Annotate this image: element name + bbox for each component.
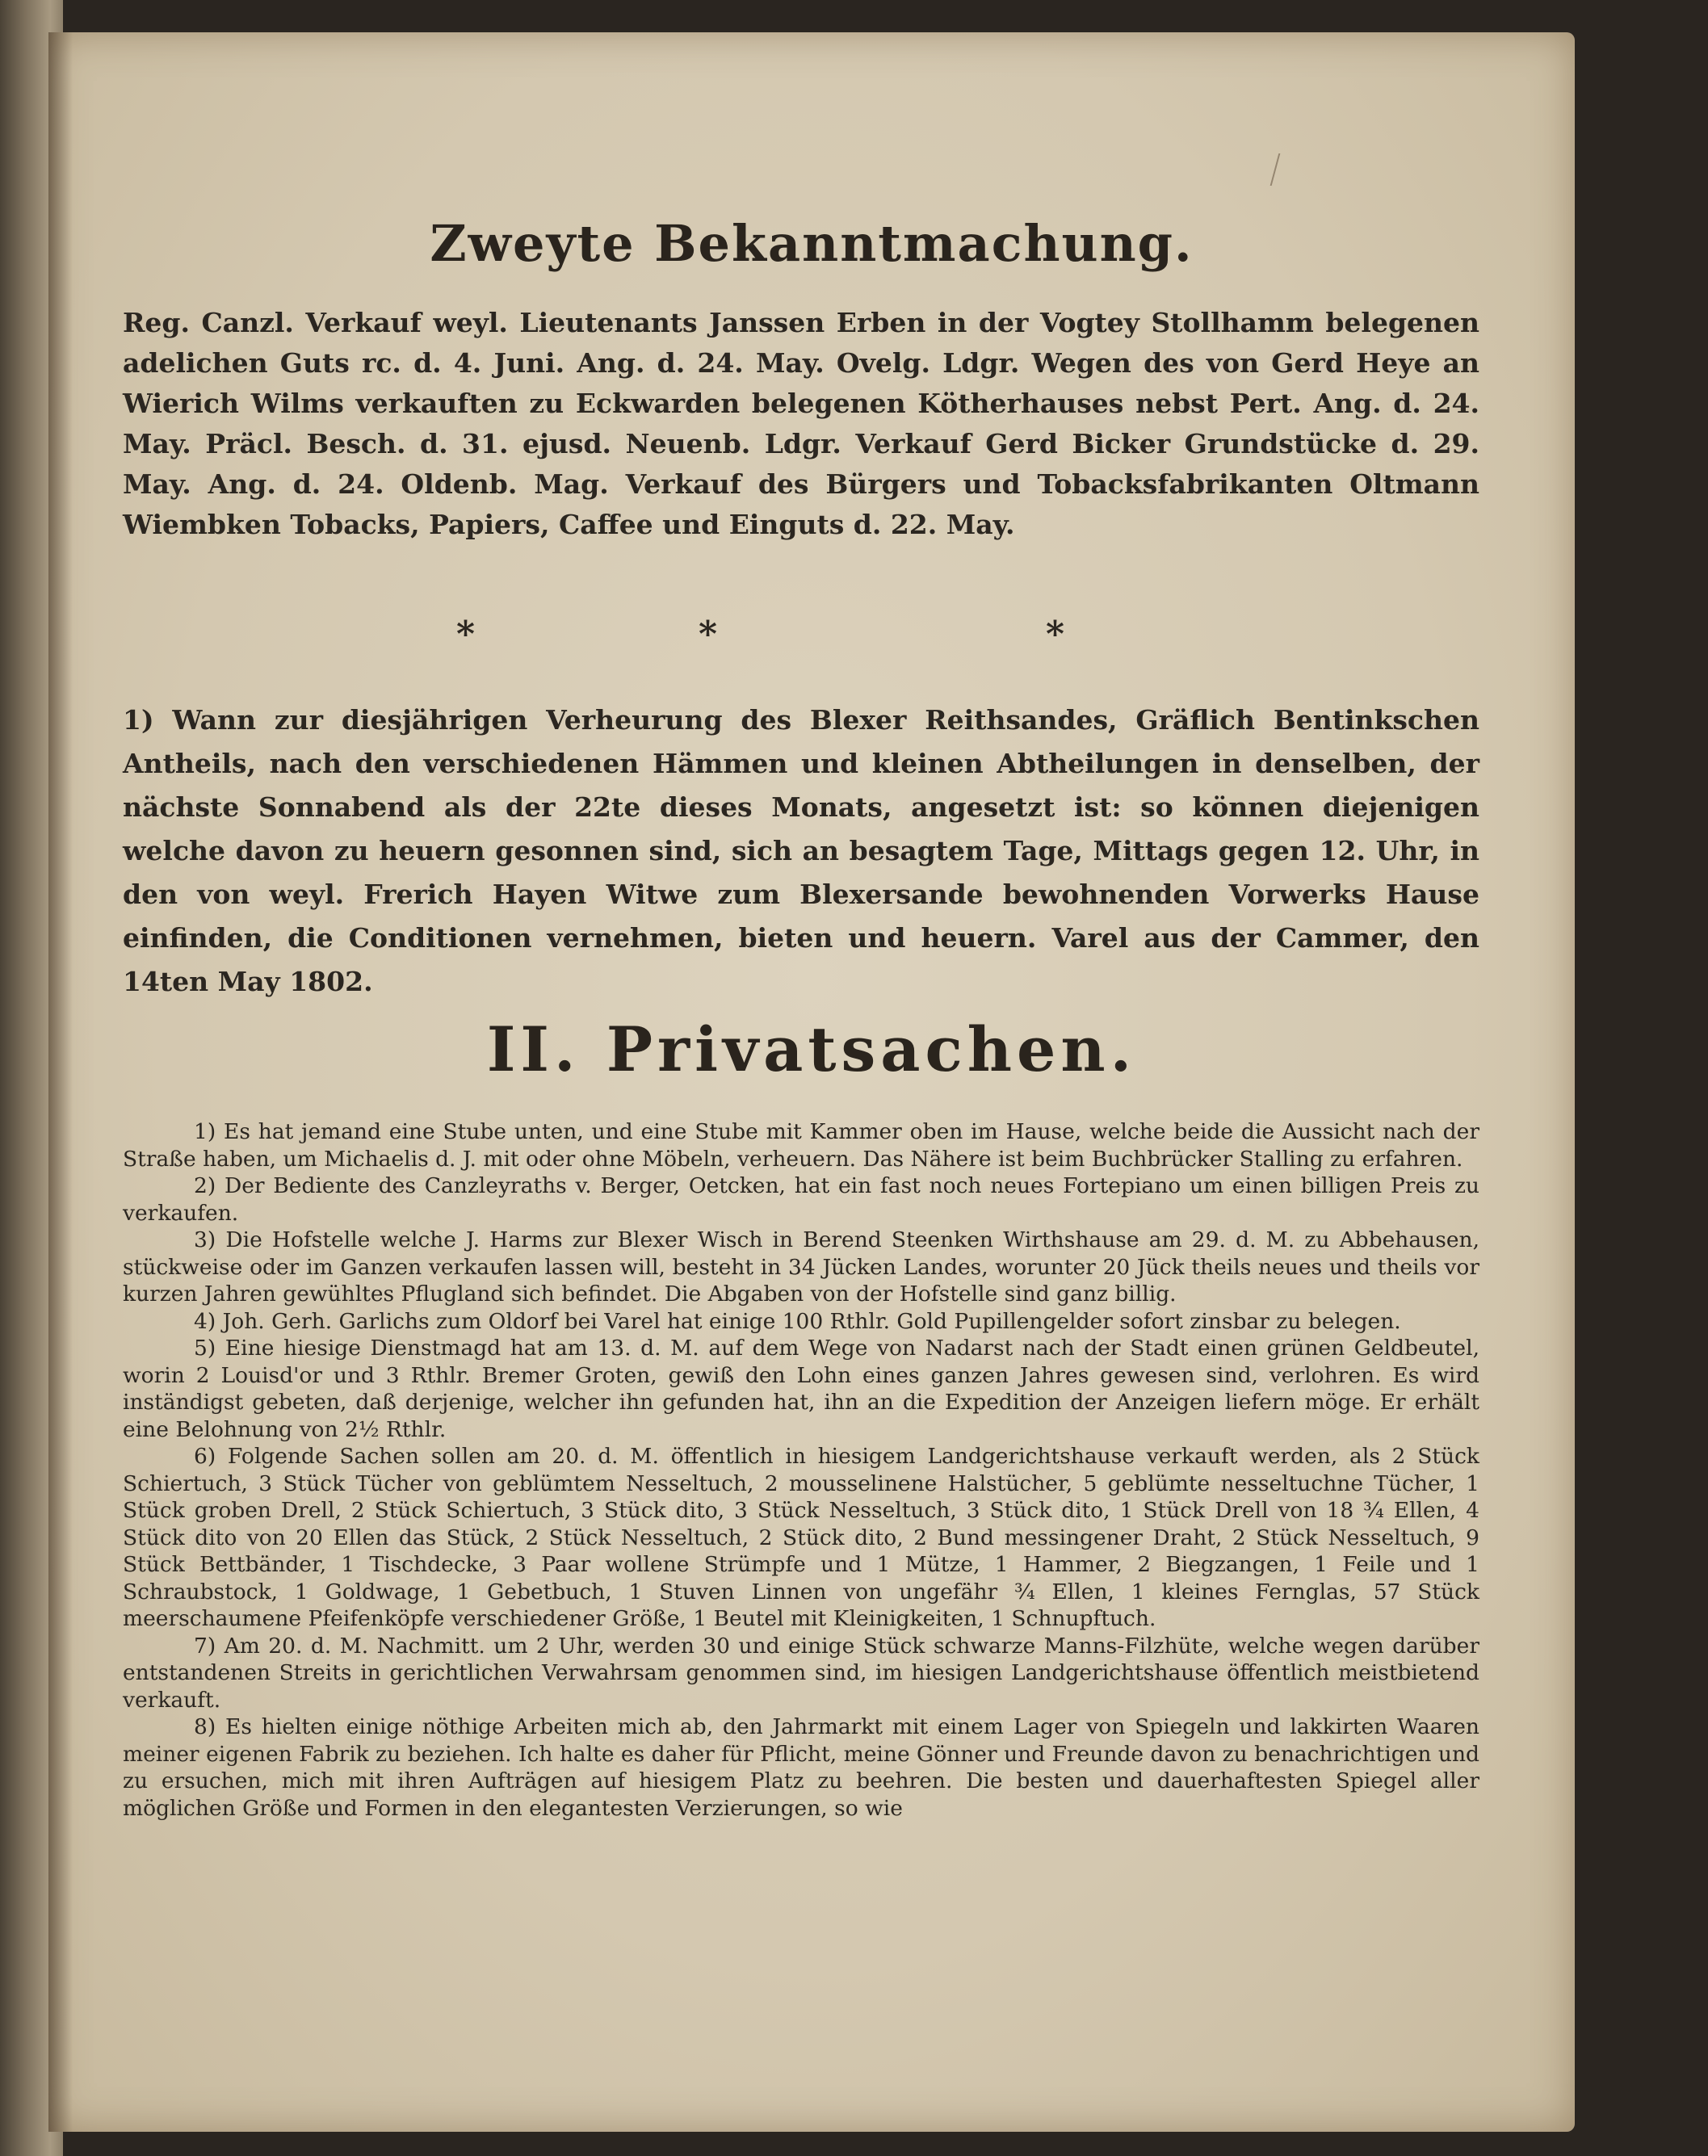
private-notices-list [123, 1118, 1479, 1822]
separator-star: * [1046, 614, 1065, 655]
announcement-heading: Zweyte Bekanntmachung. [430, 214, 1194, 273]
list-item: 6) Folgende Sachen sollen am 20. d. M. öffentlich in hiesigem Landgerichtshause verkauft werden, als 2 Stück Schiertuch, 3 Stück Tücher von geblümtem Nesseltuch, 2 mousselinene Halstücher, 5 geblümte nesseltuchne Tücher, 1 Stück groben Drell, 2 Stück Schiertuch, 3 Stück dito, 3 Stück Nesseltuch, 3 Stück dito, 1 Stück Drell von 18 ¾ Ellen, 4 Stück dito von 20 Ellen das Stück, 2 Stück Nesseltuch, 2 Stück dito, 2 Bund messingener Draht, 2 Stück Nesseltuch, 9 Stück Bettbänder, 1 Tischdecke, 3 Paar wollene Strümpfe und 1 Mütze, 1 Hammer, 2 Biegzangen, 1 Feile und 1 Schraubstock, 1 Goldwage, 1 Gebetbuch, 1 Stuven Linnen von ungefähr ¾ Ellen, 1 kleines Fernglas, 57 Stück meerschaumene Pfeifenköpfe verschiedener Größe, 1 Beutel mit Kleinigkeiten, 1 Schnupftuch. [123, 1444, 1479, 1631]
announcement-text: Reg. Canzl. Verkauf weyl. Lieutenants Janssen Erben in der Vogtey Stollhamm belegenen adelichen Guts rc. d. 4. Juni. Ang. d. 24. May. Ovelg. Ldgr. Wegen des von Gerd Heye an Wierich Wilms verkauften zu Eckwarden belegenen Kötherhauses nebst Pert. Ang. d. 24. May. Präcl. Besch. d. 31. ejusd. Neuenb. Ldgr. Verkauf Gerd Bicker Grundstücke d. 29. May. Ang. d. 24. Oldenb. Mag. Verkauf des Bürgers und Tobacksfabrikanten Oltmann Wiembken Tobacks, Papiers, Caffee und Einguts d. 22. May. [123, 307, 1479, 540]
announcement-paragraph [123, 303, 1479, 545]
list-item: 8) Es hielten einige nöthige Arbeiten mich ab, den Jahrmarkt mit einem Lager von Spiegeln und lakkirten Waaren meiner eigenen Fabrik zu beziehen. Ich halte es daher für Pflicht, meine Gönner und Freunde davon zu benachrichtigen und zu ersuchen, mich mit ihren Aufträgen auf hiesigem Platz zu beehren. Die besten und dauerhaftesten Spiegel aller möglichen Größe und Formen in den elegantesten Verzierungen, so wie [123, 1714, 1480, 1821]
list-item: 1) Es hat jemand eine Stube unten, und eine Stube mit Kammer oben im Hause, welche beide die Aussicht nach der Straße haben, um Michaelis d. J. mit oder ohne Möbeln, verheuern. Das Nähere ist beim Buchbrücker Stalling zu erfahren. [123, 1119, 1479, 1172]
list-item: 7) Am 20. d. M. Nachmitt. um 2 Uhr, werden 30 und einige Stück schwarze Manns-Filzhüte, welche wegen darüber entstandenen Streits in gerichtlichen Verwahrsam genommen sind, im hiesigen Landgerichtshause öffentlich meistbietend verkauft. [123, 1633, 1479, 1713]
list-item: 4) Joh. Gerh. Garlichs zum Oldorf bei Varel hat einige 100 Rthlr. Gold Pupillengelder sofort zinsbar zu belegen. [194, 1308, 1401, 1334]
list-item: 2) Der Bediente des Canzleyraths v. Berger, Oetcken, hat ein fast noch neues Fortepiano um einen billigen Preis zu verkaufen. [123, 1173, 1479, 1226]
notice-paragraph [123, 698, 1479, 1004]
section-heading: II. Privatsachen. [486, 1013, 1137, 1085]
separator-star: * [699, 614, 718, 655]
notice-text: 1) Wann zur diesjährigen Verheurung des Blexer Reithsandes, Gräflich Bentinkschen Antheils, nach den verschiedenen Hämmen und kleinen Abtheilungen in denselben, der nächste Sonnabend als der 22te dieses Monats, angesetzt ist: so können diejenigen welche davon zu heuern gesonnen sind, sich an besagtem Tage, Mittags gegen 12. Uhr, in den von weyl. Frerich Hayen Witwe zum Blexersande bewohnenden Vorwerks Hause einfinden, die Conditionen vernehmen, bieten und heuern. Varel aus der Cammer, den 14ten May 1802. [123, 704, 1479, 997]
list-item: 3) Die Hofstelle welche J. Harms zur Blexer Wisch in Berend Steenken Wirthshause am 29. d. M. zu Abbehausen, stückweise oder im Ganzen verkaufen lassen will, besteht in 34 Jücken Landes, worunter 20 Jück theils neues und theils vor kurzen Jahren gewühltes Pflugland sich befindet. Die Abgaben von der Hofstelle sind ganz billig. [123, 1227, 1479, 1307]
ink-mark [1256, 153, 1281, 186]
separator-star: * [456, 614, 476, 655]
separator-stars [48, 614, 1575, 662]
list-item: 5) Eine hiesige Dienstmagd hat am 13. d. M. auf dem Wege von Nadarst nach der Stadt einen grünen Geldbeutel, worin 2 Louisd'or und 3 Rthlr. Bremer Groten, gewiß den Lohn eines ganzen Jahres gewesen sind, verlohren. Es wird inständigst gebeten, daß derjenige, welcher ihn gefunden hat, ihn an die Expedition der Anzeigen liefern möge. Er erhält eine Belohnung von 2½ Rthlr. [123, 1336, 1479, 1442]
book-page [48, 32, 1575, 2132]
